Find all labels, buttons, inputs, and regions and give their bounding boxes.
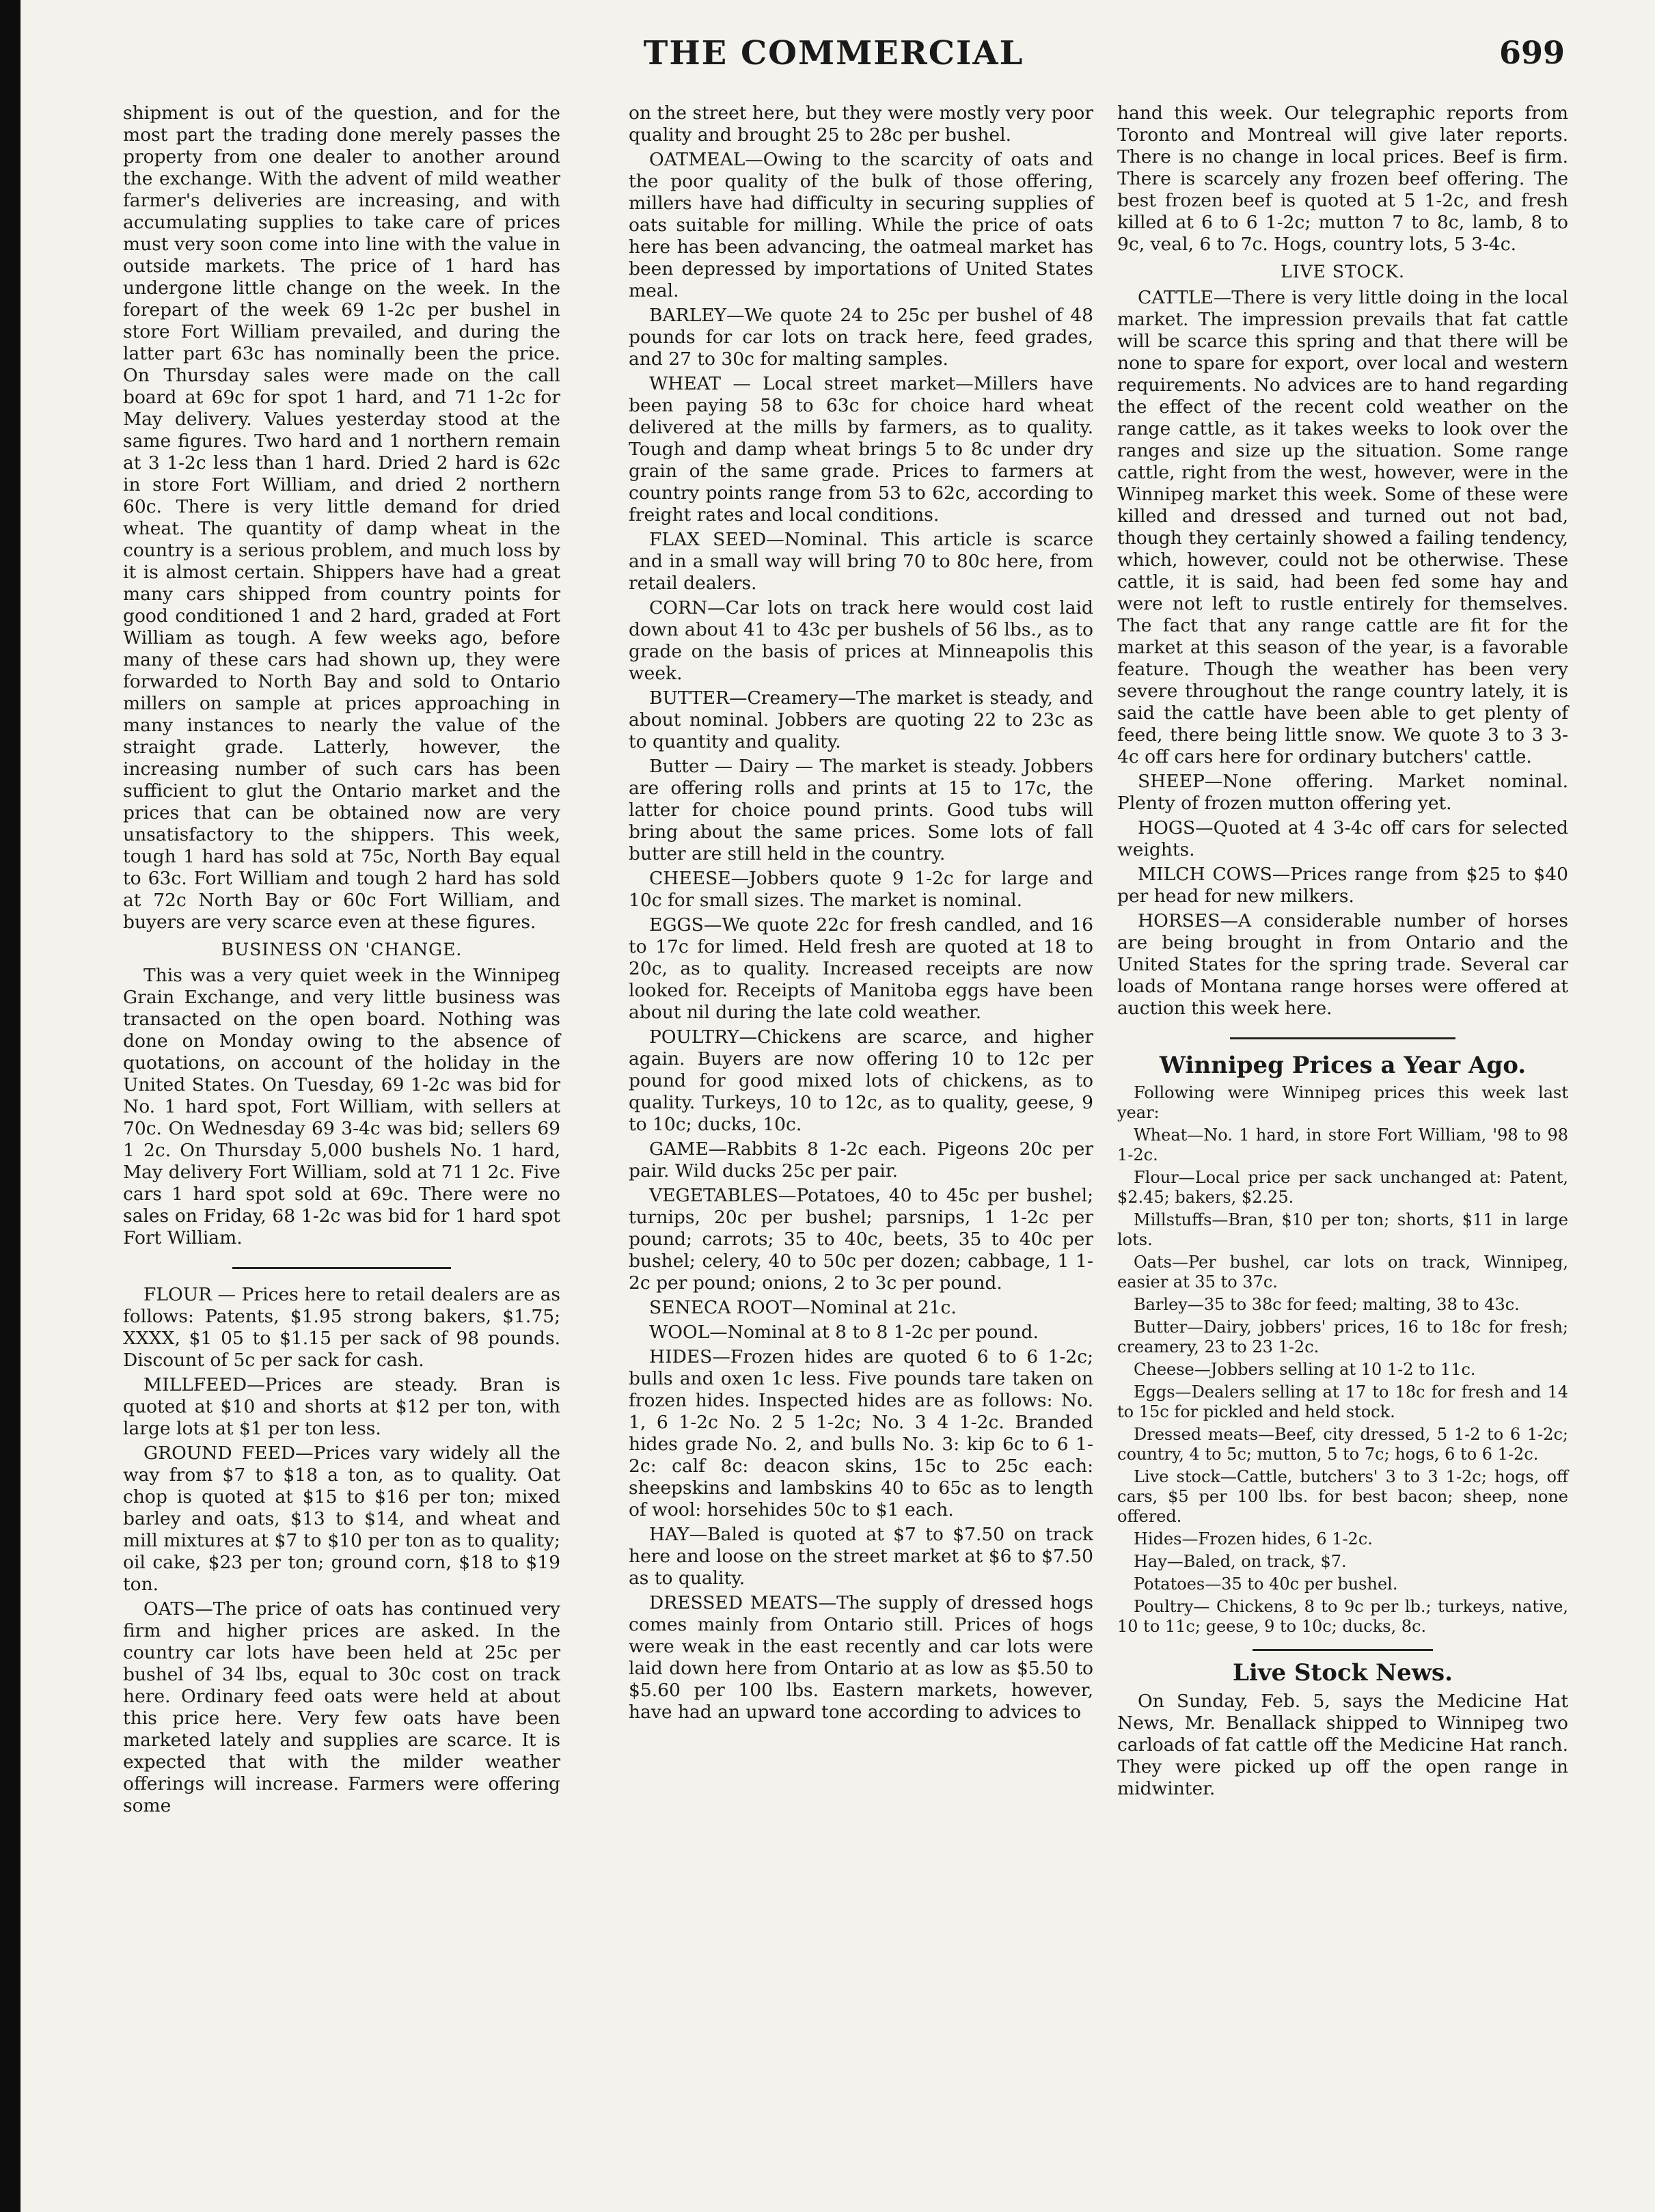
live-stock-news-paragraph: On Sunday, Feb. 5, says the Medicine Hat News, Mr. Benallack shipped to Winnipeg two carloads of fat cattle off the Medicine Hat ranch. They were picked up off the open range in midwinter. — [1117, 1691, 1568, 1799]
column-2 — [629, 103, 1093, 1726]
oats-continued-paragraph: on the street here, but they were mostly very poor quality and brought 25 to 28c per bushel. — [629, 103, 1093, 146]
year-ago-live-stock: Live stock—Cattle, butchers' 3 to 3 1-2c; hogs, off cars, $5 per 100 lbs. for best bacon; sheep, none offered. — [1117, 1467, 1568, 1526]
butter-dairy-paragraph: Butter — Dairy — The market is steady. Jobbers are offering rolls and prints at 15 to 17c, the latter for choice pound prints. Good tubs will bring about the same prices. Some lots of fall butter are still held in the country. — [629, 756, 1093, 864]
sheep-paragraph: SHEEP—None offering. Market nominal. Plenty of frozen mutton offering yet. — [1117, 771, 1568, 814]
hay-paragraph: HAY—Baled is quoted at $7 to $7.50 on track here and loose on the street market at $6 to $7.50 as to quality. — [629, 1524, 1093, 1589]
cheese-paragraph: CHEESE—Jobbers quote 9 1-2c for large and 10c for small sizes. The market is nominal. — [629, 868, 1093, 911]
year-ago-hides: Hides—Frozen hides, 6 1-2c. — [1134, 1529, 1373, 1548]
butter-creamery-paragraph: BUTTER—Creamery—The market is steady, and about nominal. Jobbers are quoting 22 to 23c as to quantity and quality. — [629, 687, 1093, 752]
hogs-paragraph: HOGS—Quoted at 4 3-4c off cars for selected weights. — [1117, 817, 1568, 860]
scan-edge — [0, 0, 20, 2212]
year-ago-hay: Hay—Baled, on track, $7. — [1134, 1552, 1347, 1571]
column-3 — [1117, 103, 1568, 1803]
dressed-meats-paragraph: DRESSED MEATS—The supply of dressed hogs comes mainly from Ontario still. Prices of hogs were weak in the east recently and car lots were laid down here from Ontario at as low as $5.50 to $5.60 per 100 lbs. Eastern markets, however, have had an upward tone according to advices to — [629, 1592, 1093, 1723]
wheat-market-paragraph: shipment is out of the question, and for the most part the trading done merely passes the property from one dealer to another around the exchange. With the advent of mild weather farmer's deliveries are increasing, and with accumulating supplies to take care of prices must very soon come into line with the value in outside markets. The price of 1 hard has undergone little change on the week. In the forepart of the week 69 1-2c per bushel in store Fort William prevailed, and during the latter part 63c has nominally been the price. On Thursday sales were made on the call board at 69c for spot 1 hard, and 71 1-2c for May delivery. Values yesterday stood at the same figures. Two hard and 1 northern remain at 3 1-2c less than 1 hard. Dried 2 hard is 62c in store Fort William, and dried 2 northern 60c. There is very little demand for dried wheat. The quantity of damp wheat in the country is a serious problem, and much loss by it is almost certain. Shippers have had a great many cars shipped from country points for good conditioned 1 and 2 hard, graded at Fort William as tough. A few weeks ago, before many of these cars had shown up, they were forwarded to North Bay and sold to Ontario millers on sample at prices approaching in many instances to nearly the value of the straight grade. Latterly, however, the increasing number of such cars has been sufficient to glut the Ontario market and the prices that can be obtained now are very unsatisfactory to the shippers. This week, tough 1 hard has sold at 75c, North Bay equal to 63c. Fort William and tough 2 hard has sold at 72c North Bay or 60c Fort William, and buyers are very scarce even at these figures. — [123, 103, 560, 933]
year-ago-cheese: Cheese—Jobbers selling at 10 1-2 to 11c. — [1134, 1360, 1476, 1379]
ground-feed-paragraph: GROUND FEED—Prices vary widely all the way from $7 to $18 a ton, as to quality. Oat chop is quoted at $15 to $16 per ton; mixed barley and oats, $13 to $14, and wheat and mill mixtures at $7 to $10 per ton as to quality; oil cake, $23 per ton; ground corn, $18 to $19 ton. — [123, 1443, 560, 1595]
year-ago-eggs: Eggs—Dealers selling at 17 to 18c for fresh and 14 to 15c for pickled and held stock. — [1117, 1382, 1568, 1421]
year-ago-heading: Winnipeg Prices a Year Ago. — [1159, 1052, 1527, 1079]
corn-paragraph: CORN—Car lots on track here would cost laid down about 41 to 43c per bushels of 56 lbs., as to grade on the basis of prices at Minneapolis this week. — [629, 597, 1093, 684]
oatmeal-paragraph: OATMEAL—Owing to the scarcity of oats and the poor quality of the bulk of those offering, millers have had difficulty in securing supplies of oats suitable for milling. While the price of oats here has been advancing, the oatmeal market has been depressed by importations of United States meal. — [629, 149, 1093, 301]
divider — [1253, 1649, 1433, 1651]
year-ago-wheat: Wheat—No. 1 hard, in store Fort William, '98 to 98 1-2c. — [1117, 1125, 1568, 1164]
divider — [1230, 1037, 1455, 1039]
barley-paragraph: BARLEY—We quote 24 to 25c per bushel of 48 pounds for car lots on track here, feed grades, and 27 to 30c for malting samples. — [629, 305, 1093, 370]
oats-paragraph: OATS—The price of oats has continued very firm and higher prices are asked. In the country car lots have been held at 25c per bushel of 34 lbs, equal to 30c cost on track here. Ordinary feed oats were held at about this price here. Very few oats have been marketed lately and supplies are scarce. It is expected that with the milder weather offerings will increase. Farmers were offering some — [123, 1598, 560, 1816]
year-ago-dressed-meats: Dressed meats—Beef, city dressed, 5 1-2 to 6 1-2c; country, 4 to 5c; mutton, 5 to 7c; hogs, 6 to 6 1-2c. — [1117, 1425, 1568, 1464]
page-header — [102, 34, 1565, 75]
poultry-paragraph: POULTRY—Chickens are scarce, and higher again. Buyers are now offering 10 to 12c per pound for good mixed lots of chickens, as to quality. Turkeys, 10 to 12c, as to quality, geese, 9 to 10c; ducks, 10c. — [629, 1026, 1093, 1135]
year-ago-potatoes: Potatoes—35 to 40c per bushel. — [1134, 1574, 1398, 1594]
year-ago-butter: Butter—Dairy, jobbers' prices, 16 to 18c for fresh; creamery, 23 to 23 1-2c. — [1117, 1317, 1568, 1356]
meats-continued-paragraph: hand this week. Our telegraphic reports from Toronto and Montreal will give later reports. There is no change in local prices. Beef is firm. There is scarcely any frozen beef offering. The best frozen beef is quoted at 5 1-2c, and fresh killed at 6 to 6 1-2c; mutton 7 to 8c, lamb, 8 to 9c, veal, 6 to 7c. Hogs, country lots, 5 3-4c. — [1117, 103, 1568, 255]
business-on-change-heading: BUSINESS ON 'CHANGE. — [221, 940, 463, 959]
eggs-paragraph: EGGS—We quote 22c for fresh candled, and 16 to 17c for limed. Held fresh are quoted at 18 to 20c, as to quality. Increased receipts are now looked for. Receipts of Manitoba eggs have been about nil during the late cold weather. — [629, 914, 1093, 1023]
cattle-paragraph: CATTLE—There is very little doing in the local market. The impression prevails that fat cattle will be scarce this spring and that there will be none to spare for export, over local and western requirements. No advices are to hand regarding the effect of the recent cold weather on the range cattle, as it takes weeks to look over the ranges and size up the situation. Some range cattle, right from the west, however, were in the Winnipeg market this week. Some of these were killed and dressed and turned out not bad, though they certainly showed a failing tendency, which, however, could not be otherwise. These cattle, it is said, had been fed some hay and were not left to rustle entirely for themselves. The fact that any range cattle are fit for the market at this season of the year, is a favorable feature. Though the weather has been very severe throughout the range country lately, it is said the cattle have been able to get plenty of feed, there being little snow. We quote 3 to 3 3-4c off cars here for ordinary butchers' cattle. — [1117, 287, 1568, 767]
wool-paragraph: WOOL—Nominal at 8 to 8 1-2c per pound. — [649, 1322, 1039, 1343]
vegetables-paragraph: VEGETABLES—Potatoes, 40 to 45c per bushel; turnips, 20c per bushel; parsnips, 1 1-2c per pound; carrots; 35 to 40c, beets, 35 to 40c per bushel; celery, 40 to 50c per dozen; cabbage, 1 1-2c per pound; onions, 2 to 3c per pound. — [629, 1185, 1093, 1294]
year-ago-oats: Oats—Per bushel, car lots on track, Winnipeg, easier at 35 to 37c. — [1117, 1253, 1568, 1292]
year-ago-millstuffs: Millstuffs—Bran, $10 per ton; shorts, $11 in large lots. — [1117, 1210, 1568, 1249]
game-paragraph: GAME—Rabbits 8 1-2c each. Pigeons 20c per pair. Wild ducks 25c per pair. — [629, 1138, 1093, 1182]
live-stock-heading: LIVE STOCK. — [1281, 262, 1405, 282]
seneca-paragraph: SENECA ROOT—Nominal at 21c. — [649, 1297, 957, 1318]
flax-paragraph: FLAX SEED—Nominal. This article is scarce and in a small way will bring 70 to 80c here, from retail dealers. — [629, 529, 1093, 594]
year-ago-barley: Barley—35 to 38c for feed; malting, 38 to 43c. — [1134, 1295, 1520, 1314]
horses-paragraph: HORSES—A considerable number of horses are being brought in from Ontario and the United States for the spring trade. Several car loads of Montana range horses were offered at auction this week here. — [1117, 910, 1568, 1019]
business-paragraph: This was a very quiet week in the Winnipeg Grain Exchange, and very little business was transacted on the open board. Nothing was done on Monday owing to the absence of quotations, on account of the holiday in the United States. On Tuesday, 69 1-2c was bid for No. 1 hard spot, Fort William, with sellers at 70c. On Wednesday 69 3-4c was bid; sellers 69 1 2c. On Thursday 5,000 bushels No. 1 hard, May delivery Fort William, sold at 71 1 2c. Five cars 1 hard spot sold at 69c. There were no sales on Friday, 68 1-2c was bid for 1 hard spot Fort William. — [123, 965, 560, 1248]
page-number: 699 — [1499, 34, 1565, 71]
year-ago-poultry: Poultry— Chickens, 8 to 9c per lb.; turkeys, native, 10 to 11c; geese, 9 to 10c; ducks, 8c. — [1117, 1597, 1568, 1636]
flour-paragraph: FLOUR — Prices here to retail dealers are as follows: Patents, $1.95 strong bakers, $1.75; XXXX, $1 05 to $1.15 per sack of 98 pounds. Discount of 5c per sack for cash. — [123, 1284, 560, 1371]
hides-paragraph: HIDES—Frozen hides are quoted 6 to 6 1-2c; bulls and oxen 1c less. Five pounds tare taken on frozen hides. Inspected hides are as follows: No. 1, 6 1-2c No. 2 5 1-2c; No. 3 4 1-2c. Branded hides grade No. 2, and bulls No. 3: kip 6c to 6 1-2c: calf 8c: deacon skins, 15c to 25c each: sheepskins and lambskins 40 to 65c as to length of wool: horsehides 50c to $1 each. — [629, 1346, 1093, 1520]
live-stock-news-heading: Live Stock News. — [1232, 1659, 1453, 1687]
column-1 — [123, 103, 560, 1820]
year-ago-prices — [1117, 1083, 1568, 1637]
year-ago-intro: Following were Winnipeg prices this week last year: — [1117, 1083, 1568, 1122]
year-ago-flour: Flour—Local price per sack unchanged at: Patent, $2.45; bakers, $2.25. — [1117, 1168, 1568, 1207]
publication-title: THE COMMERCIAL — [643, 34, 1024, 72]
divider — [232, 1267, 451, 1269]
wheat-paragraph: WHEAT — Local street market—Millers have been paying 58 to 63c for choice hard wheat delivered at the mills by farmers, as to quality. Tough and damp wheat brings 5 to 8c under dry grain of the same grade. Prices to farmers at country points range from 53 to 62c, according to freight rates and local conditions. — [629, 373, 1093, 525]
millfeed-paragraph: MILLFEED—Prices are steady. Bran is quoted at $10 and shorts at $12 per ton, with large lots at $1 per ton less. — [123, 1374, 560, 1439]
milch-cows-paragraph: MILCH COWS—Prices range from $25 to $40 per head for new milkers. — [1117, 864, 1568, 907]
